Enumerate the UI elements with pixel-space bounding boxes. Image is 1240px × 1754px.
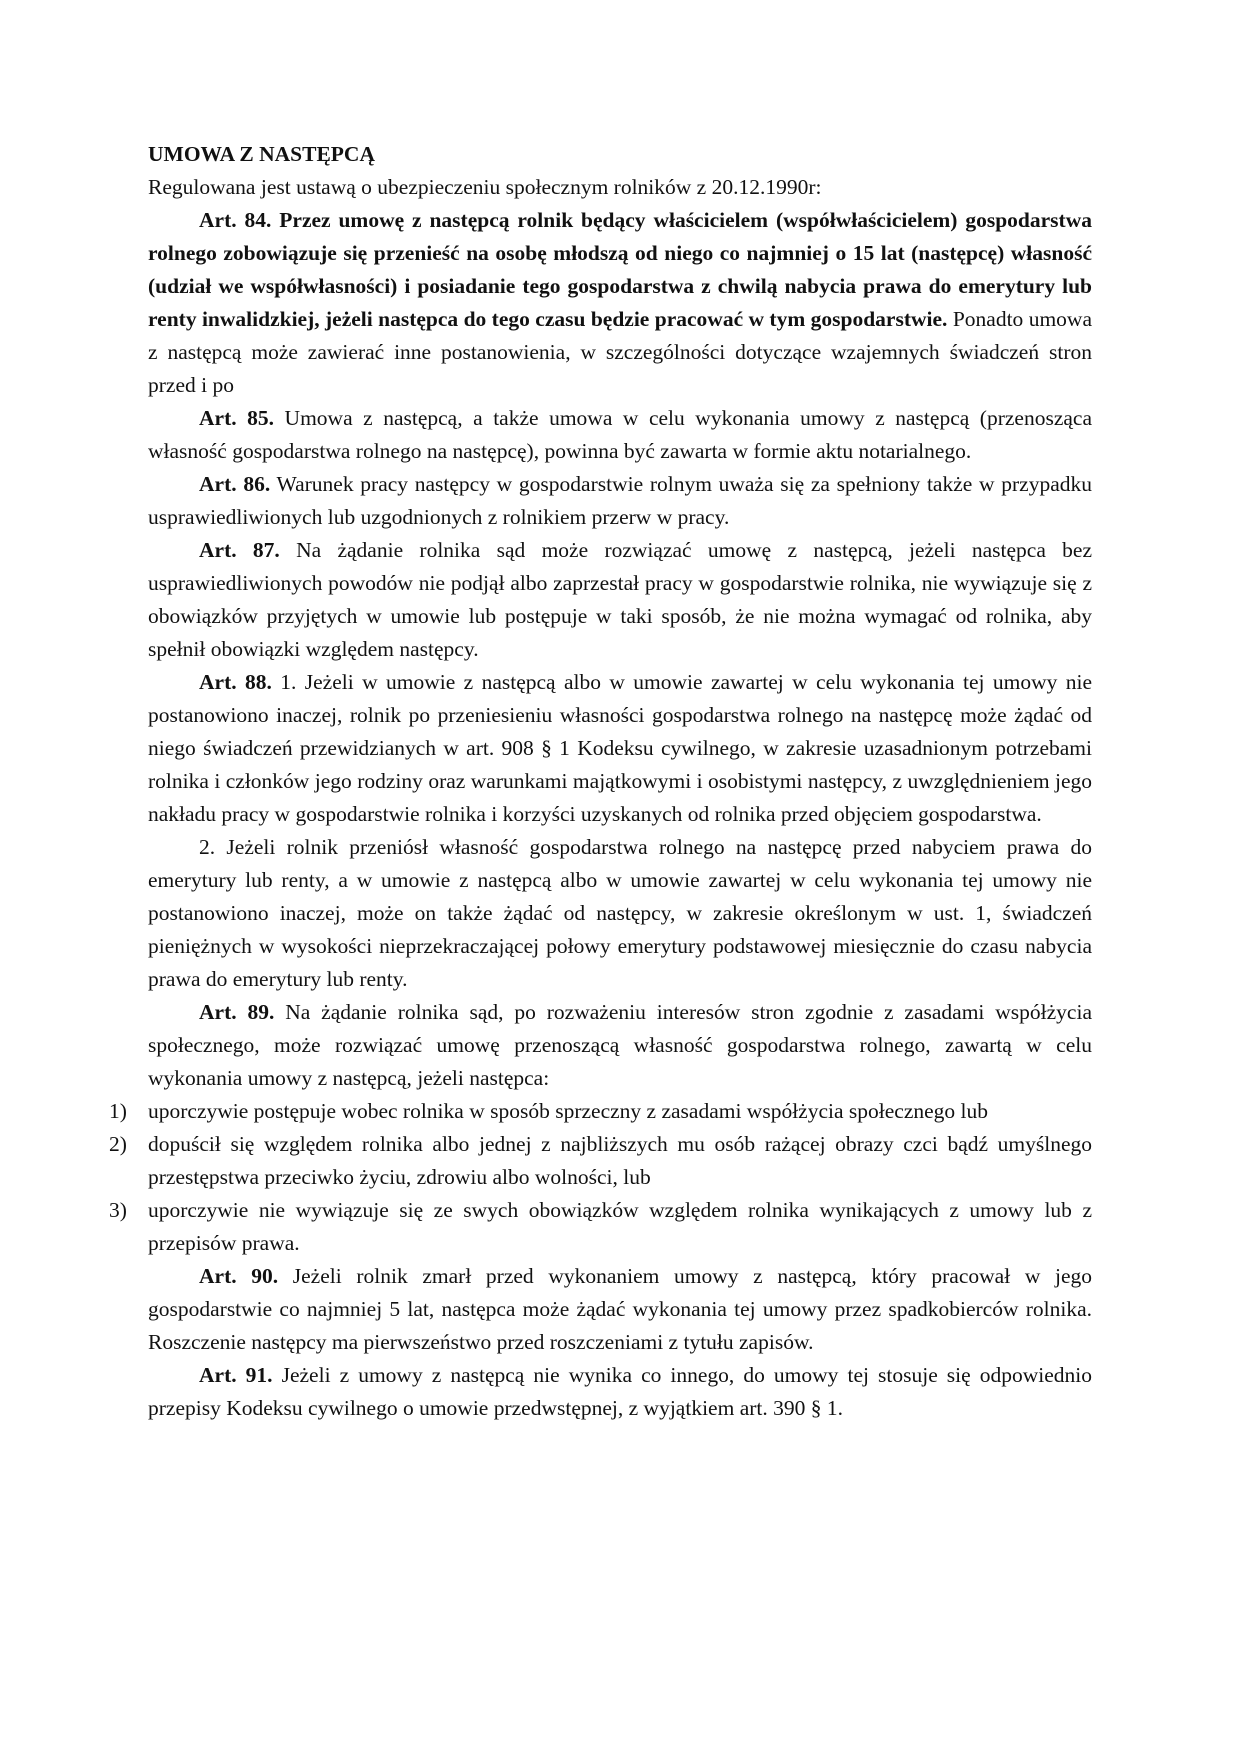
article-91-heading: Art. 91. bbox=[199, 1363, 273, 1387]
intro-line: Regulowana jest ustawą o ubezpieczeniu społecznym rolników z 20.12.1990r: bbox=[148, 175, 822, 199]
article-86 bbox=[148, 468, 1092, 534]
article-88-p1-text: 1. Jeżeli w umowie z następcą albo w umowie zawartej w celu wykonania tej umowy nie postanowiono inaczej, rolnik po przeniesieniu własności gospodarstwa rolnego na następcę może żądać od niego świadczeń przewidzianych w art. 908 § 1 Kodeksu cywilnego, w zakresie uzasadnionym potrzebami rolnika i członków jego rodziny oraz warunkami majątkowymi i osobistymi następcy, z uwzględnieniem jego nakładu pracy w gospodarstwie rolnika i korzyści uzyskanych od rolnika przed objęciem gospodarstwa. bbox=[148, 670, 1093, 826]
article-89-points bbox=[109, 1095, 1092, 1260]
article-90-heading: Art. 90. bbox=[199, 1264, 279, 1288]
list-item-text: uporczywie nie wywiązuje się ze swych obowiązków względem rolnika wynikających z umowy lub z przepisów prawa. bbox=[148, 1198, 1092, 1255]
article-85-heading: Art. 85. bbox=[199, 406, 275, 430]
article-84-heading: Art. 84. bbox=[199, 208, 272, 232]
article-85 bbox=[148, 402, 1092, 468]
list-item bbox=[109, 1128, 1092, 1194]
list-item-number: 2) bbox=[109, 1132, 127, 1156]
article-91-text: Jeżeli z umowy z następcą nie wynika co innego, do umowy tej stosuje się odpowiednio przepisy Kodeksu cywilnego o umowie przedwstępnej, z wyjątkiem art. 390 § 1. bbox=[148, 1363, 1092, 1420]
article-88-paragraph-2: 2. Jeżeli rolnik przeniósł własność gospodarstwa rolnego na następcę przed nabyciem prawa do emerytury lub renty, a w umowie z następcą albo w umowie zawartej w celu wykonania tej umowy nie postanowiono inaczej, może on także żądać od następcy, w zakresie określonym w ust. 1, świadczeń pieniężnych w wysokości nieprzekraczającej połowy emerytury podstawowej miesięcznie do czasu nabycia prawa do emerytury lub renty. bbox=[148, 835, 1092, 991]
list-item-number: 1) bbox=[109, 1099, 127, 1123]
list-item bbox=[109, 1194, 1092, 1260]
article-84-text: Ponadto umowa z następcą może zawierać inne postanowienia, w szczególności dotyczące wzajemnych świadczeń stron przed i po bbox=[148, 307, 1092, 397]
article-84-bold-text: Przez umowę z następcą rolnik będący właścicielem (współwłaścicielem) gospodarstwa rolnego zobowiązuje się przenieść na osobę młodszą od niego co najmniej o 15 lat (następcę) własność (udział we współwłasności) i posiadanie tego gospodarstwa z chwilą nabycia prawa do emerytury lub renty inwalidzkiej, jeżeli następca do tego czasu będzie pracować w tym gospodarstwie. bbox=[148, 208, 1092, 331]
article-85-text: Umowa z następcą, a także umowa w celu wykonania umowy z następcą (przenosząca własność gospodarstwa rolnego na następcę), powinna być zawarta w formie aktu notarialnego. bbox=[148, 406, 1092, 463]
article-87 bbox=[148, 534, 1092, 666]
article-89 bbox=[148, 996, 1092, 1095]
article-86-heading: Art. 86. bbox=[199, 472, 271, 496]
article-88-heading: Art. 88. bbox=[199, 670, 272, 694]
article-89-heading: Art. 89. bbox=[199, 1000, 275, 1024]
article-90 bbox=[148, 1260, 1092, 1359]
list-item-text: uporczywie postępuje wobec rolnika w sposób sprzeczny z zasadami współżycia społecznego lub bbox=[148, 1099, 989, 1123]
article-88-paragraph-1 bbox=[148, 666, 1092, 831]
article-90-text: Jeżeli rolnik zmarł przed wykonaniem umowy z następcą, który pracował w jego gospodarstwie co najmniej 5 lat, następca może żądać wykonania tej umowy przez spadkobierców rolnika. Roszczenie następcy ma pierwszeństwo przed roszczeniami z tytułu zapisów. bbox=[148, 1264, 1092, 1354]
article-84 bbox=[148, 204, 1092, 402]
document-title: UMOWA Z NASTĘPCĄ bbox=[148, 142, 375, 166]
article-91 bbox=[148, 1359, 1092, 1425]
list-item-number: 3) bbox=[109, 1198, 127, 1222]
article-87-text: Na żądanie rolnika sąd może rozwiązać umowę z następcą, jeżeli następca bez usprawiedliwionych powodów nie podjął albo zaprzestał pracy w gospodarstwie rolnika, nie wywiązuje się z obowiązków przyjętych w umowie lub postępuje w taki sposób, że nie można wymagać od rolnika, aby spełnił obowiązki względem następcy. bbox=[148, 538, 1093, 661]
article-89-text: Na żądanie rolnika sąd, po rozważeniu interesów stron zgodnie z zasadami współżycia społecznego, może rozwiązać umowę przenoszącą własność gospodarstwa rolnego, zawartą w celu wykonania umowy z następcą, jeżeli następca: bbox=[148, 1000, 1092, 1090]
list-item-text: dopuścił się względem rolnika albo jednej z najbliższych mu osób rażącej obrazy czci bądź umyślnego przestępstwa przeciwko życiu, zdrowiu albo wolności, lub bbox=[148, 1132, 1092, 1189]
article-86-text: Warunek pracy następcy w gospodarstwie rolnym uważa się za spełniony także w przypadku usprawiedliwionych lub uzgodnionych z rolnikiem przerw w pracy. bbox=[148, 472, 1092, 529]
article-87-heading: Art. 87. bbox=[199, 538, 280, 562]
document-page bbox=[109, 138, 1093, 1425]
list-item bbox=[109, 1095, 1092, 1128]
